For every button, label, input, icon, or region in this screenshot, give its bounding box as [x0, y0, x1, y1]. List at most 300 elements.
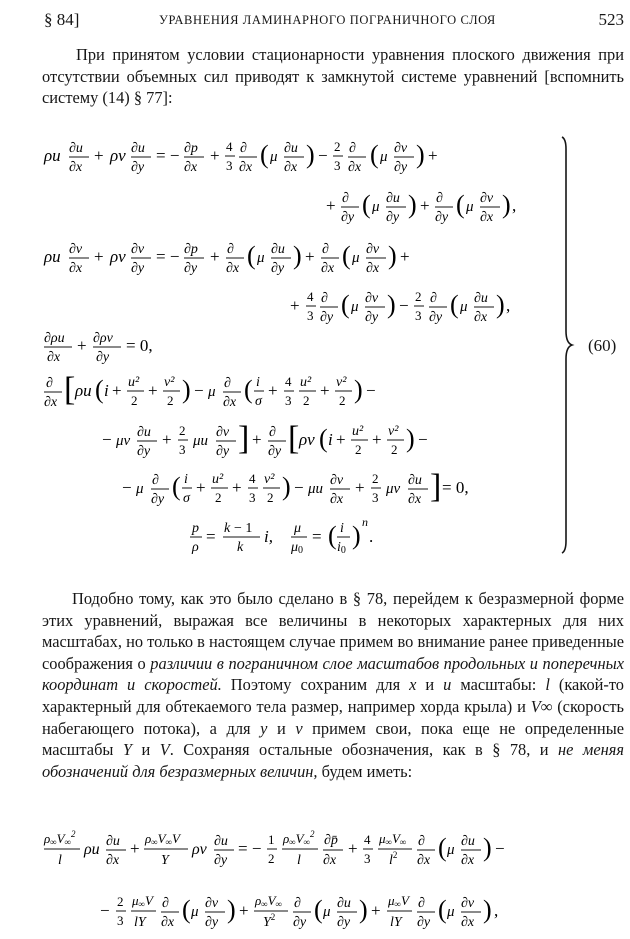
svg-text:∂x: ∂x	[161, 915, 175, 930]
p2-var-vinf: V∞	[530, 696, 553, 716]
p2-var-v: v	[295, 718, 303, 738]
svg-text:μ: μ	[380, 149, 388, 165]
eq-line-9	[190, 512, 430, 563]
svg-text:−: −	[102, 430, 112, 449]
svg-text:]: ]	[430, 468, 442, 505]
svg-text:+: +	[355, 478, 365, 497]
svg-text:ρ∞V∞: ρ∞V∞	[255, 893, 283, 909]
svg-text:2: 2	[267, 490, 274, 505]
svg-text:2: 2	[268, 851, 275, 866]
svg-text:∂: ∂	[418, 834, 425, 849]
svg-text:(: (	[438, 895, 447, 924]
svg-text:∂x: ∂x	[474, 310, 488, 325]
svg-text:−: −	[418, 430, 428, 449]
svg-text:2: 2	[355, 442, 362, 457]
svg-text:∂x: ∂x	[461, 853, 475, 868]
svg-text:∂y: ∂y	[417, 915, 431, 930]
svg-text:∂x: ∂x	[223, 395, 237, 410]
svg-text:+: +	[305, 247, 315, 266]
svg-text:+: +	[371, 901, 381, 920]
svg-text:∂y: ∂y	[337, 915, 351, 930]
svg-text:ρ: ρ	[192, 540, 199, 555]
svg-text:3: 3	[249, 490, 256, 505]
eq2-line-2	[100, 885, 624, 938]
page-number: 523	[598, 10, 624, 29]
svg-text:∂x: ∂x	[480, 210, 494, 225]
p2-text-f: (скорость набегающего потока), а для	[42, 696, 624, 738]
p2-text-d: масштабы:	[451, 675, 546, 695]
eq-line-2	[326, 183, 558, 230]
svg-text:l: l	[58, 853, 62, 868]
svg-text:4: 4	[249, 471, 256, 486]
svg-text:u²: u²	[352, 424, 364, 439]
svg-text:∂x: ∂x	[348, 160, 362, 175]
svg-text:2: 2	[179, 423, 186, 438]
svg-text:μ: μ	[323, 904, 331, 920]
svg-text:∂v: ∂v	[394, 141, 408, 156]
eq-line-3	[44, 234, 560, 281]
svg-text:∂y: ∂y	[184, 261, 198, 276]
svg-text:(: (	[182, 895, 191, 924]
svg-text:ρu: ρu	[75, 381, 92, 400]
svg-text:μ: μ	[191, 904, 199, 920]
svg-text:∂: ∂	[322, 242, 329, 257]
svg-text:+: +	[326, 196, 336, 215]
svg-text:∂v: ∂v	[131, 242, 145, 257]
svg-text:∂y: ∂y	[96, 350, 110, 365]
eq2-line-1	[44, 823, 628, 876]
svg-text:3: 3	[415, 308, 422, 323]
svg-text:∂y: ∂y	[131, 160, 145, 175]
system-brace	[560, 135, 580, 555]
svg-text:i: i	[328, 430, 333, 449]
p2-text-c: и	[416, 675, 444, 695]
svg-text:∂p̄: ∂p̄	[324, 833, 338, 848]
svg-text:(: (	[342, 241, 351, 270]
svg-text:2: 2	[391, 442, 398, 457]
eq-line-5	[44, 323, 244, 370]
svg-text:(: (	[438, 833, 447, 862]
svg-text:+: +	[268, 381, 278, 400]
svg-text:∂: ∂	[240, 141, 247, 156]
svg-text:∂y: ∂y	[365, 310, 379, 325]
svg-text:μ: μ	[270, 149, 278, 165]
svg-text:n: n	[362, 515, 368, 529]
svg-text:∂x: ∂x	[323, 853, 337, 868]
svg-text:∂: ∂	[349, 141, 356, 156]
svg-text:∂y: ∂y	[271, 261, 285, 276]
svg-text:∂x: ∂x	[226, 261, 240, 276]
eq-line-4	[290, 283, 558, 330]
svg-text:∂y: ∂y	[435, 210, 449, 225]
svg-text:+: +	[94, 146, 104, 165]
svg-text:): )	[182, 375, 191, 404]
svg-text:μ: μ	[351, 299, 359, 315]
p2-var-y: y	[260, 718, 268, 738]
svg-text:ρ∞V∞V: ρ∞V∞V	[145, 831, 180, 847]
svg-text:−: −	[122, 478, 132, 497]
equations-text	[0, 0, 1, 1]
svg-text:(: (	[247, 241, 256, 270]
svg-text:): )	[496, 290, 505, 319]
svg-text:∂y: ∂y	[320, 310, 334, 325]
svg-text:(: (	[244, 375, 253, 404]
svg-text:): )	[483, 833, 492, 862]
svg-text:−: −	[318, 146, 328, 165]
svg-text:∂x: ∂x	[69, 160, 83, 175]
svg-text:,: ,	[506, 296, 511, 315]
header-section: § 84]	[44, 10, 80, 29]
svg-text:∂x: ∂x	[69, 261, 83, 276]
svg-text:μ: μ	[372, 199, 380, 215]
svg-text:1: 1	[268, 832, 275, 847]
svg-text:3: 3	[226, 158, 233, 173]
svg-text:∂x: ∂x	[47, 350, 61, 365]
svg-text:(: (	[341, 290, 350, 319]
svg-text:2: 2	[415, 289, 422, 304]
p2-text-g: и	[267, 718, 296, 738]
svg-text:∂: ∂	[418, 896, 425, 911]
svg-text:∂x: ∂x	[417, 853, 431, 868]
p2-text-a: Подобно тому, как это было сделано в § 78, перейдем к безразмерной форме этих уравнений, выражая все величины в некоторых характерных для них масштабах, но только в настоящем случае примем во внимание ранее приведенные соображения о	[42, 589, 624, 673]
svg-text:∂v: ∂v	[461, 896, 475, 911]
svg-text:+: +	[348, 839, 358, 858]
svg-text:−: −	[294, 478, 304, 497]
svg-text:+: +	[77, 336, 87, 355]
svg-text:,: ,	[512, 196, 517, 215]
svg-text:∂x: ∂x	[284, 160, 298, 175]
svg-text:): )	[352, 521, 361, 550]
svg-text:3: 3	[307, 308, 314, 323]
body-paragraph	[42, 588, 624, 782]
svg-text:(: (	[314, 895, 323, 924]
svg-text:(: (	[319, 424, 328, 453]
svg-text:∂x: ∂x	[330, 492, 344, 507]
svg-text:Y2: $Y^2$	[263, 912, 276, 930]
svg-text:μv: μv	[116, 433, 131, 449]
equation-number: (60)	[588, 336, 617, 355]
svg-text:=: =	[206, 527, 216, 546]
svg-text:∂: ∂	[436, 191, 443, 206]
svg-text:3: 3	[117, 913, 124, 928]
svg-text:): )	[282, 472, 291, 501]
svg-text:∂u: ∂u	[284, 141, 298, 156]
svg-text:2: 2	[334, 139, 341, 154]
svg-text:−: −	[495, 839, 505, 858]
svg-text:∂u: ∂u	[271, 242, 285, 257]
svg-text:+: +	[210, 247, 220, 266]
svg-text:μ∞V: μ∞V	[388, 893, 409, 909]
svg-text:+: +	[148, 381, 158, 400]
svg-text:+: +	[290, 296, 300, 315]
svg-text:+: +	[112, 381, 122, 400]
svg-text:∂u: ∂u	[131, 141, 145, 156]
svg-text:∂x: ∂x	[408, 492, 422, 507]
svg-text:4: 4	[364, 832, 371, 847]
p2-text-i: и	[132, 740, 160, 760]
svg-text:(: (	[370, 140, 379, 169]
svg-text:μ: μ	[466, 199, 474, 215]
svg-text:∂u: ∂u	[137, 425, 151, 440]
svg-text:+: +	[239, 901, 249, 920]
svg-text:.: .	[369, 527, 374, 546]
p2-text-h: примем свои, пока еще не определенные масштабы	[42, 718, 624, 760]
svg-text:u²: u²	[300, 375, 312, 390]
svg-text:μ: μ	[257, 250, 265, 266]
p2-var-Y: Y	[122, 740, 133, 760]
svg-text:2: 2	[372, 471, 379, 486]
svg-text:k: k	[224, 521, 231, 536]
svg-text:∂: ∂	[152, 473, 159, 488]
svg-text:ρv: ρv	[110, 146, 126, 165]
svg-text:σ: σ	[183, 491, 190, 506]
svg-text:2: 2	[339, 393, 346, 408]
p2-text-j: . Сохраняя остальные обозначения, как в § 78, и	[169, 740, 559, 760]
svg-text:∂: ∂	[46, 376, 53, 391]
svg-text:ρv: ρv	[192, 841, 207, 858]
svg-text:v²: v²	[388, 424, 399, 439]
svg-text:∂y: ∂y	[216, 444, 230, 459]
eq-line-8	[122, 463, 560, 514]
svg-text:∂v: ∂v	[216, 425, 230, 440]
svg-text:): )	[359, 895, 368, 924]
svg-text:l: l	[297, 853, 301, 868]
running-header	[44, 10, 624, 32]
svg-text:): )	[388, 241, 397, 270]
svg-text:[: [	[288, 420, 300, 457]
svg-text:3: 3	[364, 851, 371, 866]
svg-text:∂x: ∂x	[366, 261, 380, 276]
svg-text:): )	[293, 241, 302, 270]
svg-text:(: (	[362, 190, 371, 219]
svg-text:∂y: ∂y	[341, 210, 355, 225]
svg-text:∂y: ∂y	[293, 915, 307, 930]
svg-text:lY: lY	[390, 915, 402, 930]
svg-text:∂: ∂	[321, 291, 328, 306]
svg-text:): )	[416, 140, 425, 169]
svg-text:u²: u²	[212, 472, 224, 487]
svg-text:∂y: ∂y	[214, 853, 228, 868]
svg-text:∂y: ∂y	[394, 160, 408, 175]
svg-text:∂u: ∂u	[106, 834, 120, 849]
svg-text:v²: v²	[164, 375, 175, 390]
svg-text:μ: μ	[447, 842, 455, 858]
svg-text:): )	[483, 895, 492, 924]
svg-text:μ∞V: μ∞V	[132, 893, 153, 909]
p2-emphasis-1: различии в пограничном слое масштабов продольных и поперечных координат и скоростей.	[42, 653, 625, 695]
svg-text:): )	[406, 424, 415, 453]
svg-text:): )	[408, 190, 417, 219]
svg-text:∂y: ∂y	[268, 444, 282, 459]
svg-text:Y: Y	[161, 853, 169, 868]
svg-text:): )	[306, 140, 315, 169]
svg-text:∂: ∂	[224, 376, 231, 391]
svg-text:μ: μ	[447, 904, 455, 920]
svg-text:3: 3	[285, 393, 292, 408]
svg-text:−: −	[399, 296, 409, 315]
svg-text:∂: ∂	[162, 896, 169, 911]
svg-text:i: i	[184, 472, 188, 487]
p2-var-u: u	[443, 675, 452, 695]
svg-text:∂: ∂	[269, 425, 276, 440]
eq-line-7	[102, 415, 560, 466]
svg-text:ρu: ρu	[44, 146, 61, 165]
svg-text:∂x: ∂x	[106, 853, 120, 868]
svg-text:μu: μu	[308, 481, 324, 497]
svg-text:+: +	[252, 430, 262, 449]
svg-text:∂y: ∂y	[151, 492, 165, 507]
svg-text:3: 3	[179, 442, 186, 457]
svg-text:(: (	[172, 472, 181, 501]
svg-text:+: +	[94, 247, 104, 266]
svg-text:+: +	[320, 381, 330, 400]
eq-line-1	[44, 133, 560, 180]
svg-text:lY: lY	[134, 915, 146, 930]
svg-text:∂x: ∂x	[44, 395, 58, 410]
svg-text:ρu: ρu	[84, 841, 100, 858]
svg-text:+: +	[196, 478, 206, 497]
svg-text:∂y: ∂y	[137, 444, 151, 459]
svg-text:∂y: ∂y	[429, 310, 443, 325]
svg-text:∂u: ∂u	[386, 191, 400, 206]
svg-text:= 0,: = 0,	[126, 336, 153, 355]
svg-text:+: +	[232, 478, 242, 497]
svg-text:]: ]	[238, 420, 250, 457]
svg-text:μ: μ	[352, 250, 360, 266]
svg-text:+: +	[162, 430, 172, 449]
svg-text:3: 3	[334, 158, 341, 173]
svg-text:∂v: ∂v	[69, 242, 83, 257]
svg-text:2: 2	[303, 393, 310, 408]
svg-text:∂y: ∂y	[131, 261, 145, 276]
svg-text:μ∞V∞: μ∞V∞	[379, 831, 407, 847]
p2-emphasis-2: не меняя обозначений для безразмерных величин,	[42, 740, 625, 781]
svg-text:∂p: ∂p	[184, 141, 198, 156]
svg-text:i0: i0	[337, 540, 346, 556]
svg-text:∂u: ∂u	[337, 896, 351, 911]
svg-text:∂: ∂	[342, 191, 349, 206]
svg-text:): )	[354, 375, 363, 404]
svg-text:ρu: ρu	[44, 247, 61, 266]
svg-text:μ0: μ0	[291, 540, 304, 556]
svg-text:∂x: ∂x	[239, 160, 253, 175]
svg-text:): )	[387, 290, 396, 319]
svg-text:4: 4	[285, 374, 292, 389]
svg-text:k: k	[237, 540, 244, 555]
svg-text:i: i	[256, 375, 260, 390]
svg-text:i: i	[104, 381, 109, 400]
svg-text:u²: u²	[128, 375, 140, 390]
svg-text:μ: μ	[136, 481, 144, 497]
svg-text:): )	[227, 895, 236, 924]
svg-text:ρv: ρv	[110, 247, 126, 266]
svg-text:p: p	[192, 521, 199, 536]
svg-text:ρ∞V∞2: ρ∞V∞$^2$	[44, 829, 76, 847]
svg-text:μu: μu	[193, 433, 209, 449]
svg-text:(: (	[456, 190, 465, 219]
svg-text:+: +	[400, 247, 410, 266]
p2-text-e: (какой-то характерный для обтекаемого тела размер, например хорда крыла) и	[42, 675, 625, 716]
svg-text:μ: μ	[460, 299, 468, 315]
svg-text:2: 2	[215, 490, 222, 505]
p2-text-b: Поэтому сохраним для	[221, 675, 410, 695]
p2-text-k: будем иметь:	[317, 761, 413, 781]
svg-text:∂x: ∂x	[184, 160, 198, 175]
svg-text:+: +	[372, 430, 382, 449]
svg-text:+: +	[336, 430, 346, 449]
svg-text:∂u: ∂u	[474, 291, 488, 306]
svg-text:μ: μ	[208, 384, 216, 400]
svg-text:∂ρv: ∂ρv	[93, 331, 113, 346]
svg-text:∂: ∂	[430, 291, 437, 306]
svg-text:= −: = −	[238, 839, 262, 858]
svg-text:= 0,: = 0,	[442, 478, 469, 497]
svg-text:∂v: ∂v	[330, 473, 344, 488]
svg-text:− 1: − 1	[234, 521, 253, 536]
svg-text:+: +	[210, 146, 220, 165]
svg-text:+: +	[428, 146, 438, 165]
svg-text:): )	[502, 190, 511, 219]
svg-text:∂v: ∂v	[205, 896, 219, 911]
svg-text:ρv: ρv	[299, 430, 315, 449]
svg-text:∂v: ∂v	[365, 291, 379, 306]
svg-text:∂x: ∂x	[461, 915, 475, 930]
svg-text:−: −	[100, 901, 110, 920]
svg-text:(: (	[95, 375, 104, 404]
svg-text:= −: = −	[156, 247, 180, 266]
svg-text:∂y: ∂y	[205, 915, 219, 930]
svg-text:,: ,	[494, 901, 499, 920]
eq-line-6	[44, 366, 560, 417]
svg-text:4: 4	[226, 139, 233, 154]
svg-text:∂p: ∂p	[184, 242, 198, 257]
svg-text:∂u: ∂u	[461, 834, 475, 849]
svg-text:2: 2	[167, 393, 174, 408]
svg-text:−: −	[366, 381, 376, 400]
svg-text:+: +	[130, 839, 140, 858]
svg-text:σ: σ	[255, 394, 262, 409]
svg-text:∂v: ∂v	[480, 191, 494, 206]
svg-text:μ: μ	[294, 521, 302, 536]
svg-text:(: (	[328, 521, 337, 550]
svg-text:i: i	[340, 521, 344, 536]
svg-text:v²: v²	[264, 472, 275, 487]
svg-text:= −: = −	[156, 146, 180, 165]
svg-text:∂u: ∂u	[214, 834, 228, 849]
svg-text:∂: ∂	[294, 896, 301, 911]
svg-text:i,: i,	[264, 527, 273, 546]
svg-text:∂y: ∂y	[386, 210, 400, 225]
p2-var-x: x	[409, 675, 417, 695]
intro-paragraph: При принятом условии стационарности уравнения плоского движения при отсутствии объемных сил приводят к замкнутой системе уравнений [вспомнить систему (14) § 77]:	[42, 45, 624, 108]
svg-text:3: 3	[372, 490, 379, 505]
svg-text:2: 2	[117, 894, 124, 909]
svg-text:+: +	[420, 196, 430, 215]
svg-text:∂: ∂	[227, 242, 234, 257]
svg-text:v²: v²	[336, 375, 347, 390]
p2-var-V: V	[159, 740, 170, 760]
svg-text:−: −	[194, 381, 204, 400]
svg-text:[: [	[64, 371, 76, 408]
svg-text:(: (	[450, 290, 459, 319]
svg-text:∂u: ∂u	[408, 473, 422, 488]
svg-text:2: 2	[131, 393, 138, 408]
svg-text:(: (	[260, 140, 269, 169]
svg-text:∂u: ∂u	[69, 141, 83, 156]
p2-var-l: l	[545, 675, 550, 695]
header-title: УРАВНЕНИЯ ЛАМИНАРНОГО ПОГРАНИЧНОГО СЛОЯ	[159, 13, 496, 27]
svg-text:μv: μv	[386, 481, 401, 497]
